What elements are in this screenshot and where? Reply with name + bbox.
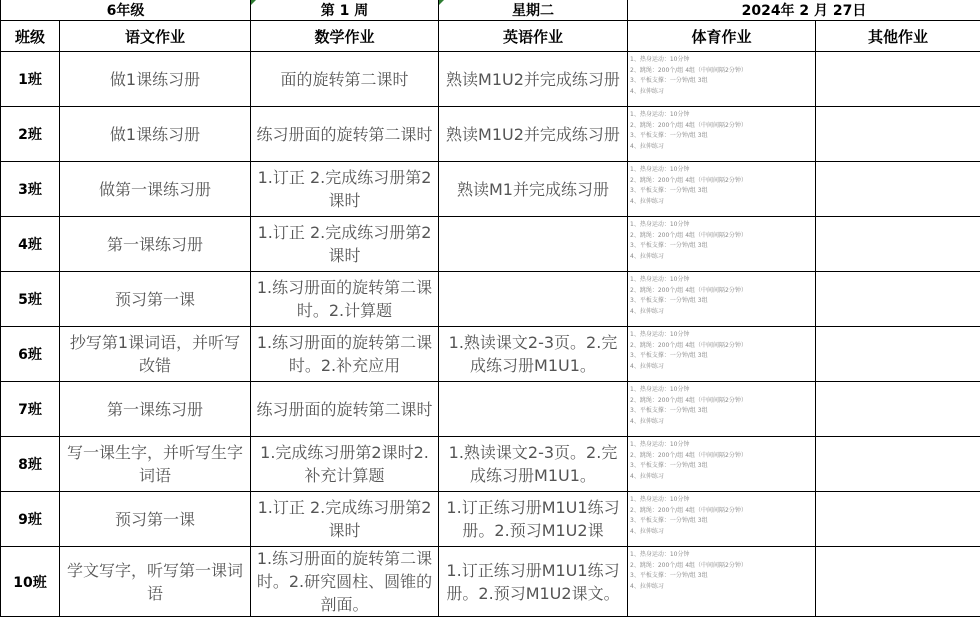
class-cell: 6班 bbox=[1, 327, 60, 382]
chinese-homework-cell: 预习第一课 bbox=[60, 492, 251, 547]
english-homework-cell: 熟读M1U2并完成练习册 bbox=[439, 52, 628, 107]
pe-line: 1、热身运动：10分钟 bbox=[630, 330, 813, 341]
chinese-homework-cell: 第一课练习册 bbox=[60, 217, 251, 272]
english-homework-cell: 1.熟读课文2-3页。2.完成练习册M1U1。 bbox=[439, 437, 628, 492]
pe-homework-cell bbox=[628, 437, 816, 492]
pe-homework-cell bbox=[628, 327, 816, 382]
pe-line: 3、平板支撑：一分钟/组 3组 bbox=[630, 461, 813, 472]
english-homework-cell bbox=[439, 382, 628, 437]
pe-line: 2、跳绳：200个/组 4组（中间间隔2分钟） bbox=[630, 561, 813, 572]
pe-line: 1、热身运动：10分钟 bbox=[630, 385, 813, 396]
other-homework-cell bbox=[816, 547, 980, 617]
class-cell: 8班 bbox=[1, 437, 60, 492]
table-row bbox=[1, 162, 980, 217]
chinese-homework-cell: 做1课练习册 bbox=[60, 107, 251, 162]
table-row bbox=[1, 327, 980, 382]
english-homework-cell: 1.订正练习册M1U1练习册。2.预习M1U2课 bbox=[439, 492, 628, 547]
english-homework-cell bbox=[439, 217, 628, 272]
math-homework-cell: 1.练习册面的旋转第二课时。2.计算题 bbox=[251, 272, 439, 327]
pe-line: 2、跳绳：200个/组 4组（中间间隔2分钟） bbox=[630, 451, 813, 462]
chinese-homework-cell: 学文写字，听写第一课词语 bbox=[60, 547, 251, 617]
other-homework-cell bbox=[816, 272, 980, 327]
chinese-homework-cell: 抄写第1课词语，并听写改错 bbox=[60, 327, 251, 382]
math-homework-cell: 练习册面的旋转第二课时 bbox=[251, 107, 439, 162]
math-homework-cell: 面的旋转第二课时 bbox=[251, 52, 439, 107]
pe-line: 1、热身运动：10分钟 bbox=[630, 495, 813, 506]
pe-line: 3、平板支撑：一分钟/组 3组 bbox=[630, 571, 813, 582]
table-row bbox=[1, 107, 980, 162]
week-cell: 第 1 周 bbox=[251, 0, 439, 21]
pe-line: 1、热身运动：10分钟 bbox=[630, 55, 813, 66]
english-homework-cell: 1.订正练习册M1U1练习册。2.预习M1U2课文。 bbox=[439, 547, 628, 617]
pe-line: 3、平板支撑：一分钟/组 3组 bbox=[630, 76, 813, 87]
math-homework-cell: 1.订正 2.完成练习册第2课时 bbox=[251, 162, 439, 217]
english-homework-cell: 熟读M1U2并完成练习册 bbox=[439, 107, 628, 162]
pe-line: 3、平板支撑：一分钟/组 3组 bbox=[630, 516, 813, 527]
class-cell: 2班 bbox=[1, 107, 60, 162]
math-homework-cell: 练习册面的旋转第二课时 bbox=[251, 382, 439, 437]
column-header-english: 英语作业 bbox=[439, 21, 628, 52]
pe-homework-cell bbox=[628, 162, 816, 217]
english-homework-cell: 1.熟读课文2-3页。2.完成练习册M1U1。 bbox=[439, 327, 628, 382]
pe-line: 1、热身运动：10分钟 bbox=[630, 220, 813, 231]
pe-line: 2、跳绳：200个/组 4组（中间间隔2分钟） bbox=[630, 121, 813, 132]
math-homework-cell: 1.订正 2.完成练习册第2课时 bbox=[251, 492, 439, 547]
pe-line: 4、拉伸练习 bbox=[630, 197, 813, 208]
pe-line: 3、平板支撑：一分钟/组 3组 bbox=[630, 296, 813, 307]
pe-line: 4、拉伸练习 bbox=[630, 582, 813, 593]
math-homework-cell: 1.完成练习册第2课时2.补充计算题 bbox=[251, 437, 439, 492]
pe-homework-cell bbox=[628, 272, 816, 327]
pe-line: 2、跳绳：200个/组 4组（中间间隔2分钟） bbox=[630, 506, 813, 517]
pe-line: 1、热身运动：10分钟 bbox=[630, 275, 813, 286]
other-homework-cell bbox=[816, 217, 980, 272]
pe-line: 2、跳绳：200个/组 4组（中间间隔2分钟） bbox=[630, 66, 813, 77]
title-row bbox=[1, 0, 980, 21]
chinese-homework-cell: 预习第一课 bbox=[60, 272, 251, 327]
date-cell: 2024年 2 月 27日 bbox=[628, 0, 980, 21]
pe-line: 2、跳绳：200个/组 4组（中间间隔2分钟） bbox=[630, 341, 813, 352]
class-cell: 1班 bbox=[1, 52, 60, 107]
table-row bbox=[1, 382, 980, 437]
english-homework-cell: 熟读M1并完成练习册 bbox=[439, 162, 628, 217]
pe-homework-cell bbox=[628, 382, 816, 437]
pe-line: 4、拉伸练习 bbox=[630, 252, 813, 263]
table-row bbox=[1, 52, 980, 107]
column-header-row bbox=[1, 21, 980, 52]
pe-line: 4、拉伸练习 bbox=[630, 307, 813, 318]
column-header-pe: 体育作业 bbox=[628, 21, 816, 52]
column-header-math: 数学作业 bbox=[251, 21, 439, 52]
other-homework-cell bbox=[816, 437, 980, 492]
pe-homework-cell bbox=[628, 217, 816, 272]
pe-line: 3、平板支撑：一分钟/组 3组 bbox=[630, 351, 813, 362]
math-homework-cell: 1.练习册面的旋转第二课时。2.研究圆柱、圆锥的剖面。 bbox=[251, 547, 439, 617]
pe-line: 1、热身运动：10分钟 bbox=[630, 550, 813, 561]
math-homework-cell: 1.订正 2.完成练习册第2课时 bbox=[251, 217, 439, 272]
class-cell: 4班 bbox=[1, 217, 60, 272]
pe-line: 2、跳绳：200个/组 4组（中间间隔2分钟） bbox=[630, 176, 813, 187]
pe-line: 4、拉伸练习 bbox=[630, 472, 813, 483]
other-homework-cell bbox=[816, 107, 980, 162]
pe-line: 3、平板支撑：一分钟/组 3组 bbox=[630, 241, 813, 252]
pe-line: 3、平板支撑：一分钟/组 3组 bbox=[630, 406, 813, 417]
pe-line: 1、热身运动：10分钟 bbox=[630, 165, 813, 176]
grade-cell: 6年级 bbox=[1, 0, 251, 21]
class-cell: 5班 bbox=[1, 272, 60, 327]
pe-line: 4、拉伸练习 bbox=[630, 417, 813, 428]
column-header-class: 班级 bbox=[1, 21, 60, 52]
math-homework-cell: 1.练习册面的旋转第二课时。2.补充应用 bbox=[251, 327, 439, 382]
weekday-cell: 星期二 bbox=[439, 0, 628, 21]
pe-line: 4、拉伸练习 bbox=[630, 527, 813, 538]
pe-line: 4、拉伸练习 bbox=[630, 362, 813, 373]
pe-line: 2、跳绳：200个/组 4组（中间间隔2分钟） bbox=[630, 231, 813, 242]
class-cell: 7班 bbox=[1, 382, 60, 437]
pe-line: 1、热身运动：10分钟 bbox=[630, 110, 813, 121]
chinese-homework-cell: 做第一课练习册 bbox=[60, 162, 251, 217]
table-row bbox=[1, 492, 980, 547]
pe-homework-cell bbox=[628, 52, 816, 107]
other-homework-cell bbox=[816, 492, 980, 547]
column-header-chinese: 语文作业 bbox=[60, 21, 251, 52]
chinese-homework-cell: 写一课生字，并听写生字词语 bbox=[60, 437, 251, 492]
pe-line: 4、拉伸练习 bbox=[630, 142, 813, 153]
class-cell: 9班 bbox=[1, 492, 60, 547]
column-header-other: 其他作业 bbox=[816, 21, 980, 52]
pe-line: 2、跳绳：200个/组 4组（中间间隔2分钟） bbox=[630, 286, 813, 297]
pe-line: 1、热身运动：10分钟 bbox=[630, 440, 813, 451]
table-row bbox=[1, 437, 980, 492]
chinese-homework-cell: 第一课练习册 bbox=[60, 382, 251, 437]
chinese-homework-cell: 做1课练习册 bbox=[60, 52, 251, 107]
class-cell: 10班 bbox=[1, 547, 60, 617]
pe-homework-cell bbox=[628, 547, 816, 617]
class-cell: 3班 bbox=[1, 162, 60, 217]
table-row bbox=[1, 217, 980, 272]
table-row bbox=[1, 272, 980, 327]
pe-line: 3、平板支撑：一分钟/组 3组 bbox=[630, 131, 813, 142]
table-row bbox=[1, 547, 980, 617]
pe-line: 4、拉伸练习 bbox=[630, 87, 813, 98]
other-homework-cell bbox=[816, 52, 980, 107]
other-homework-cell bbox=[816, 382, 980, 437]
pe-line: 3、平板支撑：一分钟/组 3组 bbox=[630, 186, 813, 197]
other-homework-cell bbox=[816, 162, 980, 217]
other-homework-cell bbox=[816, 327, 980, 382]
pe-homework-cell bbox=[628, 107, 816, 162]
pe-homework-cell bbox=[628, 492, 816, 547]
english-homework-cell bbox=[439, 272, 628, 327]
pe-line: 2、跳绳：200个/组 4组（中间间隔2分钟） bbox=[630, 396, 813, 407]
